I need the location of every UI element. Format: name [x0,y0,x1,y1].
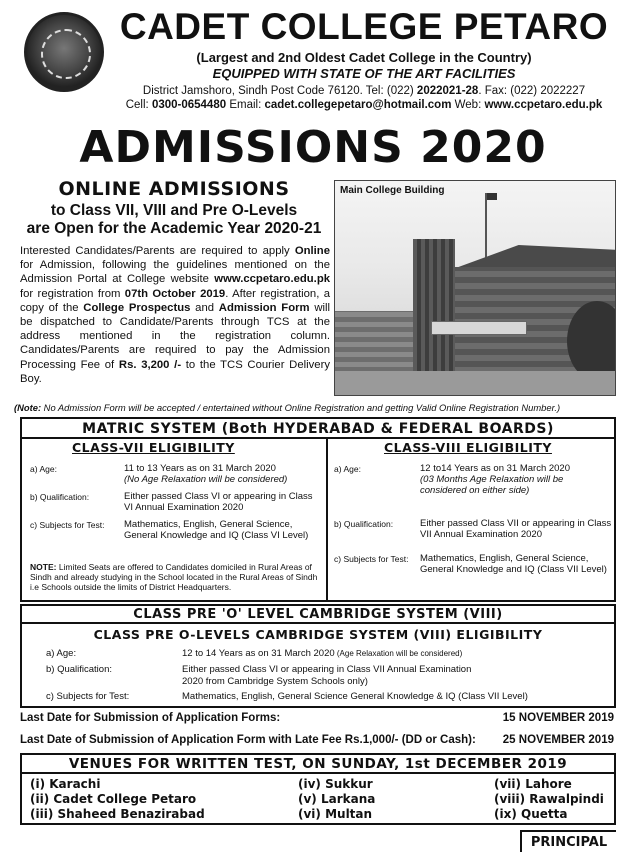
processing-fee: Rs. 3,200 /- [118,358,182,371]
preo-qualification-label: b) Qualification: [46,664,113,675]
class7-qualification-label: b) Qualification: [30,492,90,502]
venue-item: (iii) Shaheed Benazirabad [30,807,205,821]
preo-age-value [182,648,612,660]
ground [335,371,616,396]
venue-item: (viii) Rawalpindi [494,792,604,806]
facilities-tagline: EQUIPPED WITH STATE OF THE ART FACILITIES [212,66,516,81]
venue-item: (v) Larkana [298,792,376,806]
college-building-photo [334,180,616,396]
venue-item: (i) Karachi [30,777,101,791]
class7-age-value [124,463,324,485]
pre-o-level-box [20,604,616,708]
admission-form-text: Admission Form [218,301,310,314]
submission-deadline-date: 15 NOVEMBER 2019 [502,712,614,724]
class7-note-label: NOTE: [30,562,57,572]
class8-age-note: (03 Months Age Relaxation will be considered on either side) [420,474,564,496]
academic-year-line: are Open for the Academic Year 2020-21 [26,220,322,237]
column-divider [326,439,328,600]
cell-label: Cell: [125,99,152,111]
class8-qualification-label: b) Qualification: [334,519,394,529]
web-label: Web: [451,99,485,111]
submission-deadline-label: Last Date for Submission of Application Forms: [20,712,281,724]
preo-age-text: 12 to 14 Years as on 31 March 2020 [182,648,335,659]
note-label: (Note: [14,402,42,413]
venues-box [20,753,616,825]
class8-age-text: 12 to14 Years as on 31 March 2020 [420,463,571,474]
venue-item: (ix) Quetta [494,807,568,821]
address-line [114,84,614,99]
class7-subjects-value: Mathematics, English, General Science, General Knowledge and IQ (Class VI Level) [124,519,309,541]
instr-part: . After registration, a copy of the [20,287,330,314]
class8-age-value [420,463,612,496]
prospectus-text: College Prospectus [83,301,191,314]
email-address[interactable]: cadet.collegepetaro@hotmail.com [264,99,452,111]
late-fee-deadline [20,734,616,746]
matric-system-box [20,417,616,602]
instr-part: and [190,301,219,314]
class7-note-text: Limited Seats are offered to Candidates domiciled in Rural Areas of Sindh and already studying in the School located in the Rural Areas of Sindh i.e Schools outside the limits of District Headquarters. [30,562,318,592]
admissions-headline: ADMISSIONS 2020 [79,122,547,173]
preo-qualification-value: Either passed Class VI or appearing in Class VII Annual Examination 2020 from Cambridge System Schools only) [182,664,472,687]
instr-part: Interested Candidates/Parents are required to apply [20,245,295,257]
online-admissions-heading: ONLINE ADMISSIONS [58,178,290,200]
class8-qualification-value: Either passed Class VII or appearing in Class VII Annual Examination 2020 [420,518,612,540]
college-crest-logo [24,12,104,92]
class8-age-label: a) Age: [334,464,361,474]
address-text: District Jamshoro, Sindh Post Code 76120. Tel: (022) [142,85,417,97]
registration-date: 07th October 2019 [124,287,226,300]
roof-shape [453,245,616,269]
college-title: CADET COLLEGE PETARO [119,6,609,47]
principal-signature: PRINCIPAL [520,830,616,852]
venues-title: VENUES FOR WRITTEN TEST, ON SUNDAY, 1st DECEMBER 2019 [22,755,614,774]
tagline: (Largest and 2nd Oldest Cadet College in the Country) [196,50,532,65]
photo-caption: Main College Building [340,185,445,196]
class7-subjects-label: c) Subjects for Test: [30,520,105,530]
contact-line [114,98,614,113]
class7-qualification-value: Either passed Class VI or appearing in Class VI Annual Examination 2020 [124,491,313,513]
note-text: No Admission Form will be accepted / entertained without Online Registration and getting Valid Online Registration Number.) [41,402,561,413]
instr-part: will be dispatched to Candidate/Parents through TCS at the address mentioned in the registration column. Candidates/Parents are required to pay the Admission Processing Fee of [20,301,331,371]
telephone: 2022021-28 [416,85,479,97]
instr-part: for registration from [20,287,125,300]
classes-open-line: to Class VII, VIII and Pre O-Levels [50,202,298,219]
preo-subjects-value: Mathematics, English, General Science General Knowledge & IQ (Class VII Level) [182,691,528,702]
late-fee-deadline-date: 25 NOVEMBER 2019 [502,734,614,746]
instr-part: for Admission, following the guidelines mentioned on the Admission Portal at College website [20,259,330,286]
flag-icon [487,193,497,200]
cell-number: 0300-0654480 [151,99,227,111]
class7-age-note: (No Age Relaxation will be considered) [124,474,288,485]
class7-age-label: a) Age: [30,464,57,474]
advertisement [10,4,616,852]
class7-age-text: 11 to 13 Years as on 31 March 2020 [124,463,276,474]
building-porch [431,321,527,335]
email-label: Email: [226,99,265,111]
class7-heading: CLASS-VII ELIGIBILITY [72,440,235,455]
preo-age-label: a) Age: [46,648,77,659]
venue-item: (ii) Cadet College Petaro [30,792,197,806]
class8-heading: CLASS-VIII ELIGIBILITY [384,440,552,455]
venue-item: (vi) Multan [298,807,373,821]
pre-o-level-eligibility-heading: CLASS PRE O-LEVELS CAMBRIDGE SYSTEM (VIII) ELIGIBILITY [93,627,543,642]
registration-note [14,402,618,413]
matric-system-title: MATRIC SYSTEM (Both HYDERABAD & FEDERAL BOARDS) [22,419,614,439]
website-link[interactable]: www.ccpetaro.edu.pk [484,99,603,111]
venue-item: (vii) Lahore [494,777,572,791]
class8-subjects-label: c) Subjects for Test: [334,554,409,564]
fax: . Fax: (022) 2022227 [478,85,586,97]
instructions-paragraph [20,244,330,386]
preo-subjects-label: c) Subjects for Test: [46,691,130,702]
class7-note [30,562,322,592]
venue-item: (iv) Sukkur [298,777,373,791]
class8-subjects-value: Mathematics, English, General Science, General Knowledge and IQ (Class VII Level) [420,553,607,575]
pre-o-level-title: CLASS PRE 'O' LEVEL CAMBRIDGE SYSTEM (VIII) [22,606,614,624]
submission-deadline [20,712,616,724]
admission-portal-link[interactable]: www.ccpetaro.edu.pk [214,273,330,286]
instr-part: to the TCS Courier Delivery Boy. [20,358,330,385]
preo-age-note: (Age Relaxation will be considered) [334,649,463,658]
late-fee-deadline-label: Last Date of Submission of Application Form with Late Fee Rs.1,000/- (DD or Cash): [20,734,476,746]
online-word: Online [294,245,330,257]
